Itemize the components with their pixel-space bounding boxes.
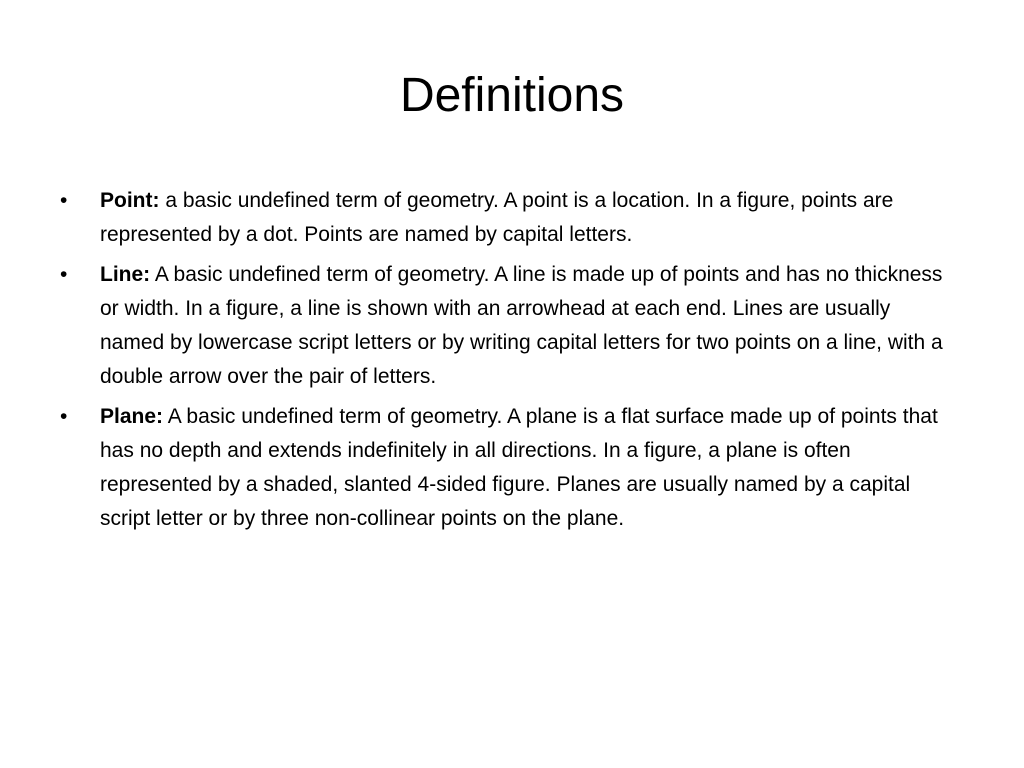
definition-item-line bbox=[56, 258, 960, 394]
definition-item-plane bbox=[56, 400, 960, 536]
definition-text: A basic undefined term of geometry. A line is made up of points and has no thickness or width. In a figure, a line is shown with an arrowhead at each end. Lines are usually named by lowercase script letters or by writing capital letters for two points on a line, with a double arrow over the pair of letters. bbox=[100, 263, 943, 388]
definitions-list bbox=[56, 184, 960, 542]
slide-title: Definitions bbox=[399, 69, 625, 122]
bullet-icon: • bbox=[60, 405, 68, 428]
definition-text: a basic undefined term of geometry. A point is a location. In a figure, points are represented by a dot. Points are named by capital letters. bbox=[100, 189, 894, 246]
definition-term: Point: bbox=[100, 189, 160, 212]
definition-item-point bbox=[56, 184, 960, 252]
definition-term: Line: bbox=[100, 263, 151, 286]
bullet-icon: • bbox=[60, 189, 68, 212]
definition-term: Plane: bbox=[100, 405, 164, 428]
bullet-icon: • bbox=[60, 263, 68, 286]
definition-text: A basic undefined term of geometry. A plane is a flat surface made up of points that has no depth and extends indefinitely in all directions. In a figure, a plane is often represented by a shaded, slanted 4-sided figure. Planes are usually named by a capital script letter or by three non-collinear points on the plane. bbox=[100, 405, 938, 530]
